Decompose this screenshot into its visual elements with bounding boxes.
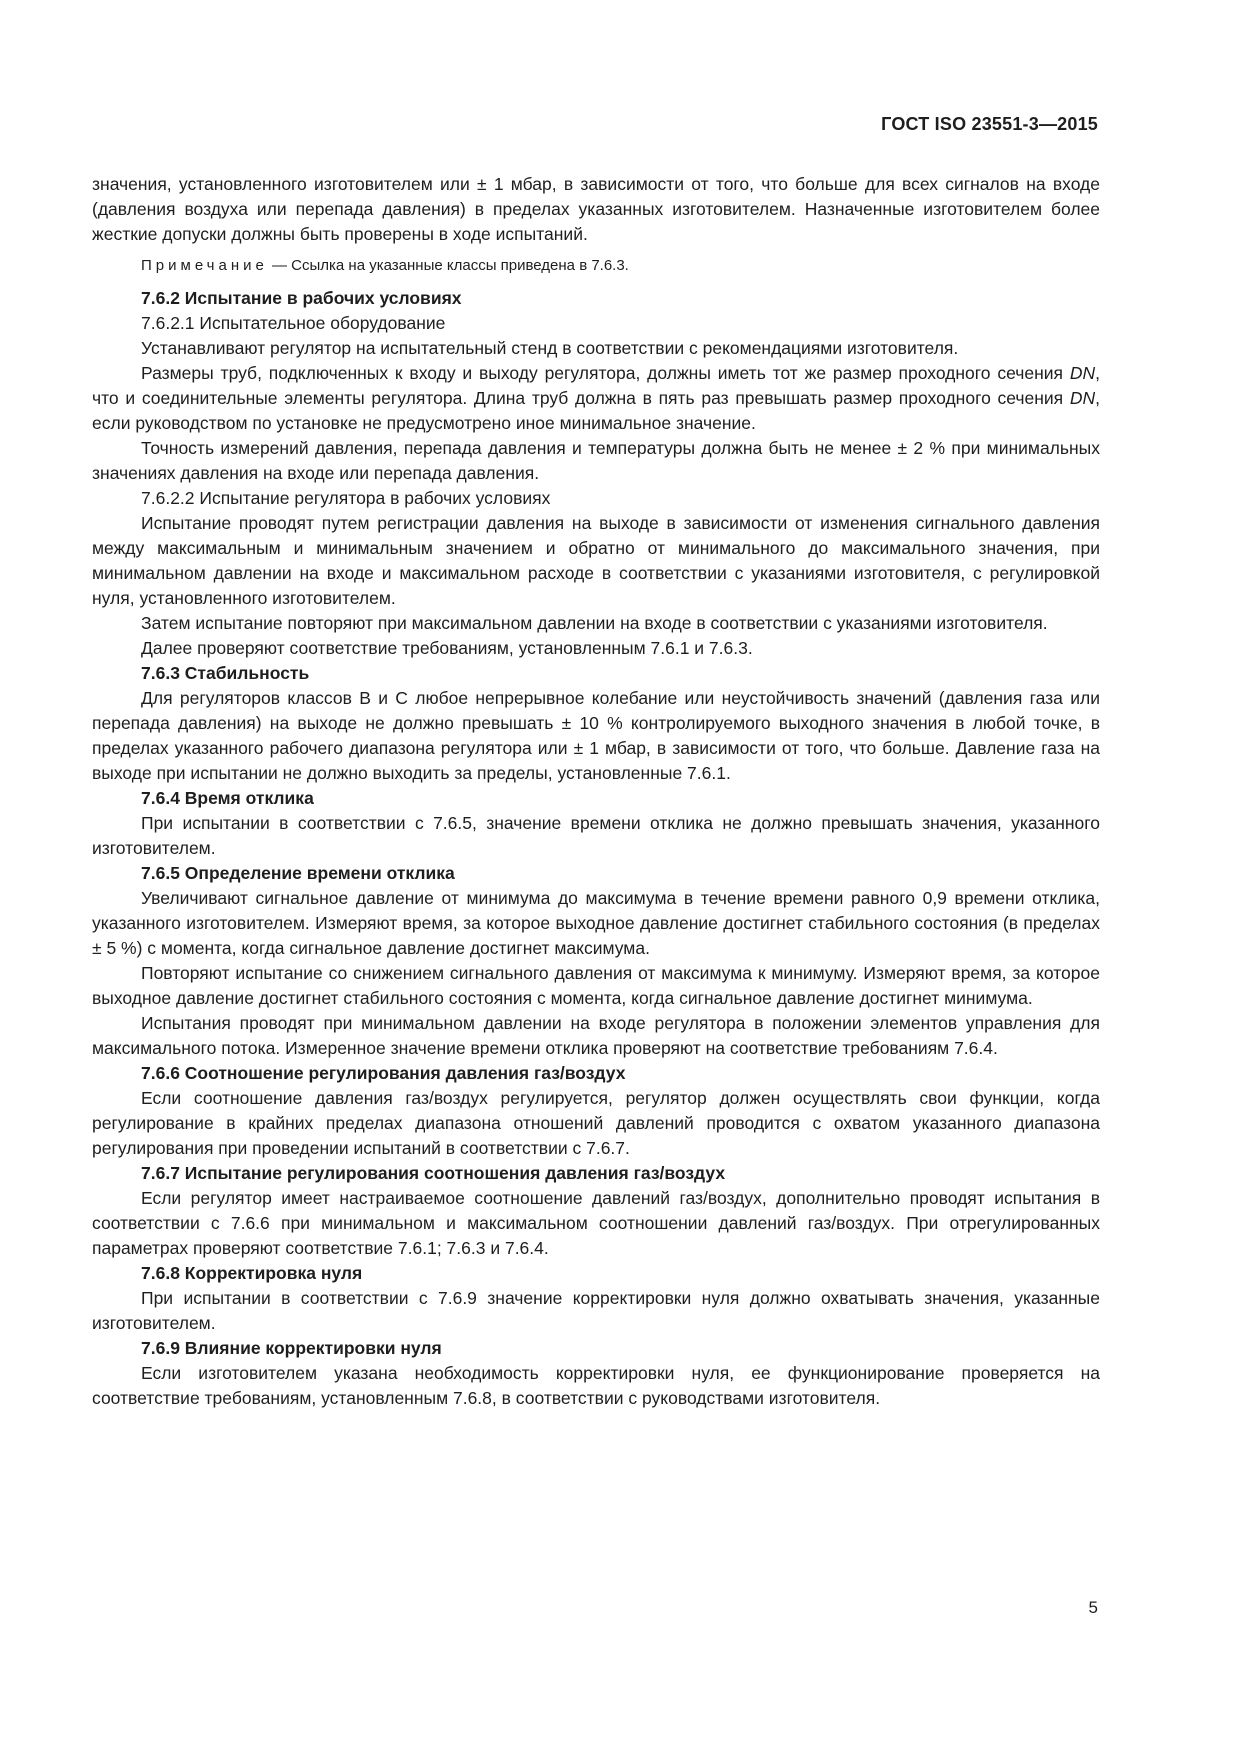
note xyxy=(92,253,1100,278)
subsection-title: 7.6.2.2 Испытание регулятора в рабочих условиях xyxy=(141,488,551,508)
text-run: , что и соединительные элементы регулятора. Длина труб должна в пять раз превышать размер проходного сечения xyxy=(92,363,1100,408)
paragraph: Если регулятор имеет настраиваемое соотношение давлений газ/воздух, дополнительно проводят испытания в соответствии с 7.6.6 при минимальном и максимальном соотношении давлений газ/воздух. При отрегулированных параметрах проверяют соответствие 7.6.1; 7.6.3 и 7.6.4. xyxy=(92,1188,1100,1258)
document-body xyxy=(92,172,1100,1411)
paragraph: Если изготовителем указана необходимость корректировки нуля, ее функционирование проверяется на соответствие требованиям, установленным 7.6.8, в соответствии с руководствами изготовителя. xyxy=(92,1363,1100,1408)
section-heading: 7.6.2 Испытание в рабочих условиях xyxy=(141,288,462,308)
text-run: , если руководством по установке не предусмотрено иное минимальное значение. xyxy=(92,388,1100,433)
paragraph: Точность измерений давления, перепада давления и температуры должна быть не менее ± 2 % при минимальных значениях давления на входе или перепада давления. xyxy=(92,438,1100,483)
section-heading: 7.6.5 Определение времени отклика xyxy=(141,863,455,883)
dn-symbol: DN xyxy=(1069,388,1096,408)
page-number: 5 xyxy=(1088,1598,1098,1617)
section-heading: 7.6.3 Стабильность xyxy=(141,663,310,683)
section-heading: 7.6.9 Влияние корректировки нуля xyxy=(141,1338,442,1358)
section-heading: 7.6.8 Корректировка нуля xyxy=(141,1263,363,1283)
paragraph: Если соотношение давления газ/воздух регулируется, регулятор должен осуществлять свои функции, когда регулирование в крайних пределах диапазона отношений давлений проводится с охватом указанного диапазона регулирования при проведении испытаний в соответствии с 7.6.7. xyxy=(92,1088,1100,1158)
paragraph: Устанавливают регулятор на испытательный стенд в соответствии с рекомендациями изготовителя. xyxy=(141,338,959,358)
paragraph: значения, установленного изготовителем или ± 1 мбар, в зависимости от того, что больше для всех сигналов на входе (давления воздуха или перепада давления) в пределах указанных изготовителем. Назначенные изготовителем более жесткие допуски должны быть проверены в ходе испытаний. xyxy=(92,174,1100,244)
note-text: — Ссылка на указанные классы приведена в 7.6.3. xyxy=(267,257,629,274)
paragraph: Испытание проводят путем регистрации давления на выходе в зависимости от изменения сигнального давления между максимальным и минимальным значением и обратно от минимального до максимального значения, при минимальном давлении на входе и максимальном расходе в соответствии с указаниями изготовителя, с регулировкой нуля, установленного изготовителем. xyxy=(92,513,1100,608)
section-heading: 7.6.4 Время отклика xyxy=(141,788,314,808)
paragraph: Далее проверяют соответствие требованиям, установленным 7.6.1 и 7.6.3. xyxy=(141,638,753,658)
dn-symbol: DN xyxy=(1069,363,1096,383)
paragraph: При испытании в соответствии с 7.6.5, значение времени отклика не должно превышать значения, указанного изготовителем. xyxy=(92,813,1100,858)
paragraph: Повторяют испытание со снижением сигнального давления от максимума к минимуму. Измеряют время, за которое выходное давление достигнет стабильного состояния с момента, когда сигнальное давление достигнет минимума. xyxy=(92,963,1100,1008)
paragraph: Для регуляторов классов В и С любое непрерывное колебание или неустойчивость значений (давления газа или перепада давления) на выходе не должно превышать ± 10 % контролируемого выходного значения в любой точке, в пределах указанного рабочего диапазона регулятора или ± 1 мбар, в зависимости от того, что больше. Давление газа на выходе при испытании не должно выходить за пределы, установленные 7.6.1. xyxy=(92,688,1100,783)
section-heading: 7.6.6 Соотношение регулирования давления газ/воздух xyxy=(141,1063,626,1083)
paragraph: При испытании в соответствии с 7.6.9 значение корректировки нуля должно охватывать значения, указанные изготовителем. xyxy=(92,1288,1100,1333)
section-heading: 7.6.7 Испытание регулирования соотношения давления газ/воздух xyxy=(141,1163,726,1183)
text-run: Размеры труб, подключенных к входу и выходу регулятора, должны иметь тот же размер проходного сечения xyxy=(141,363,1070,383)
paragraph: Затем испытание повторяют при максимальном давлении на входе в соответствии с указаниями изготовителя. xyxy=(141,613,1048,633)
paragraph xyxy=(92,361,1100,436)
running-header: ГОСТ ISO 23551-3—2015 xyxy=(881,114,1098,134)
note-label: Примечание xyxy=(141,257,268,274)
paragraph: Испытания проводят при минимальном давлении на входе регулятора в положении элементов управления для максимального потока. Измеренное значение времени отклика проверяют на соответствие требованиям 7.6.4. xyxy=(92,1013,1100,1058)
paragraph: Увеличивают сигнальное давление от минимума до максимума в течение времени равного 0,9 времени отклика, указанного изготовителем. Измеряют время, за которое выходное давление достигнет стабильного состояния (в пределах ± 5 %) с момента, когда сигнальное давление достигнет максимума. xyxy=(92,888,1100,958)
subsection-title: 7.6.2.1 Испытательное оборудование xyxy=(141,313,446,333)
